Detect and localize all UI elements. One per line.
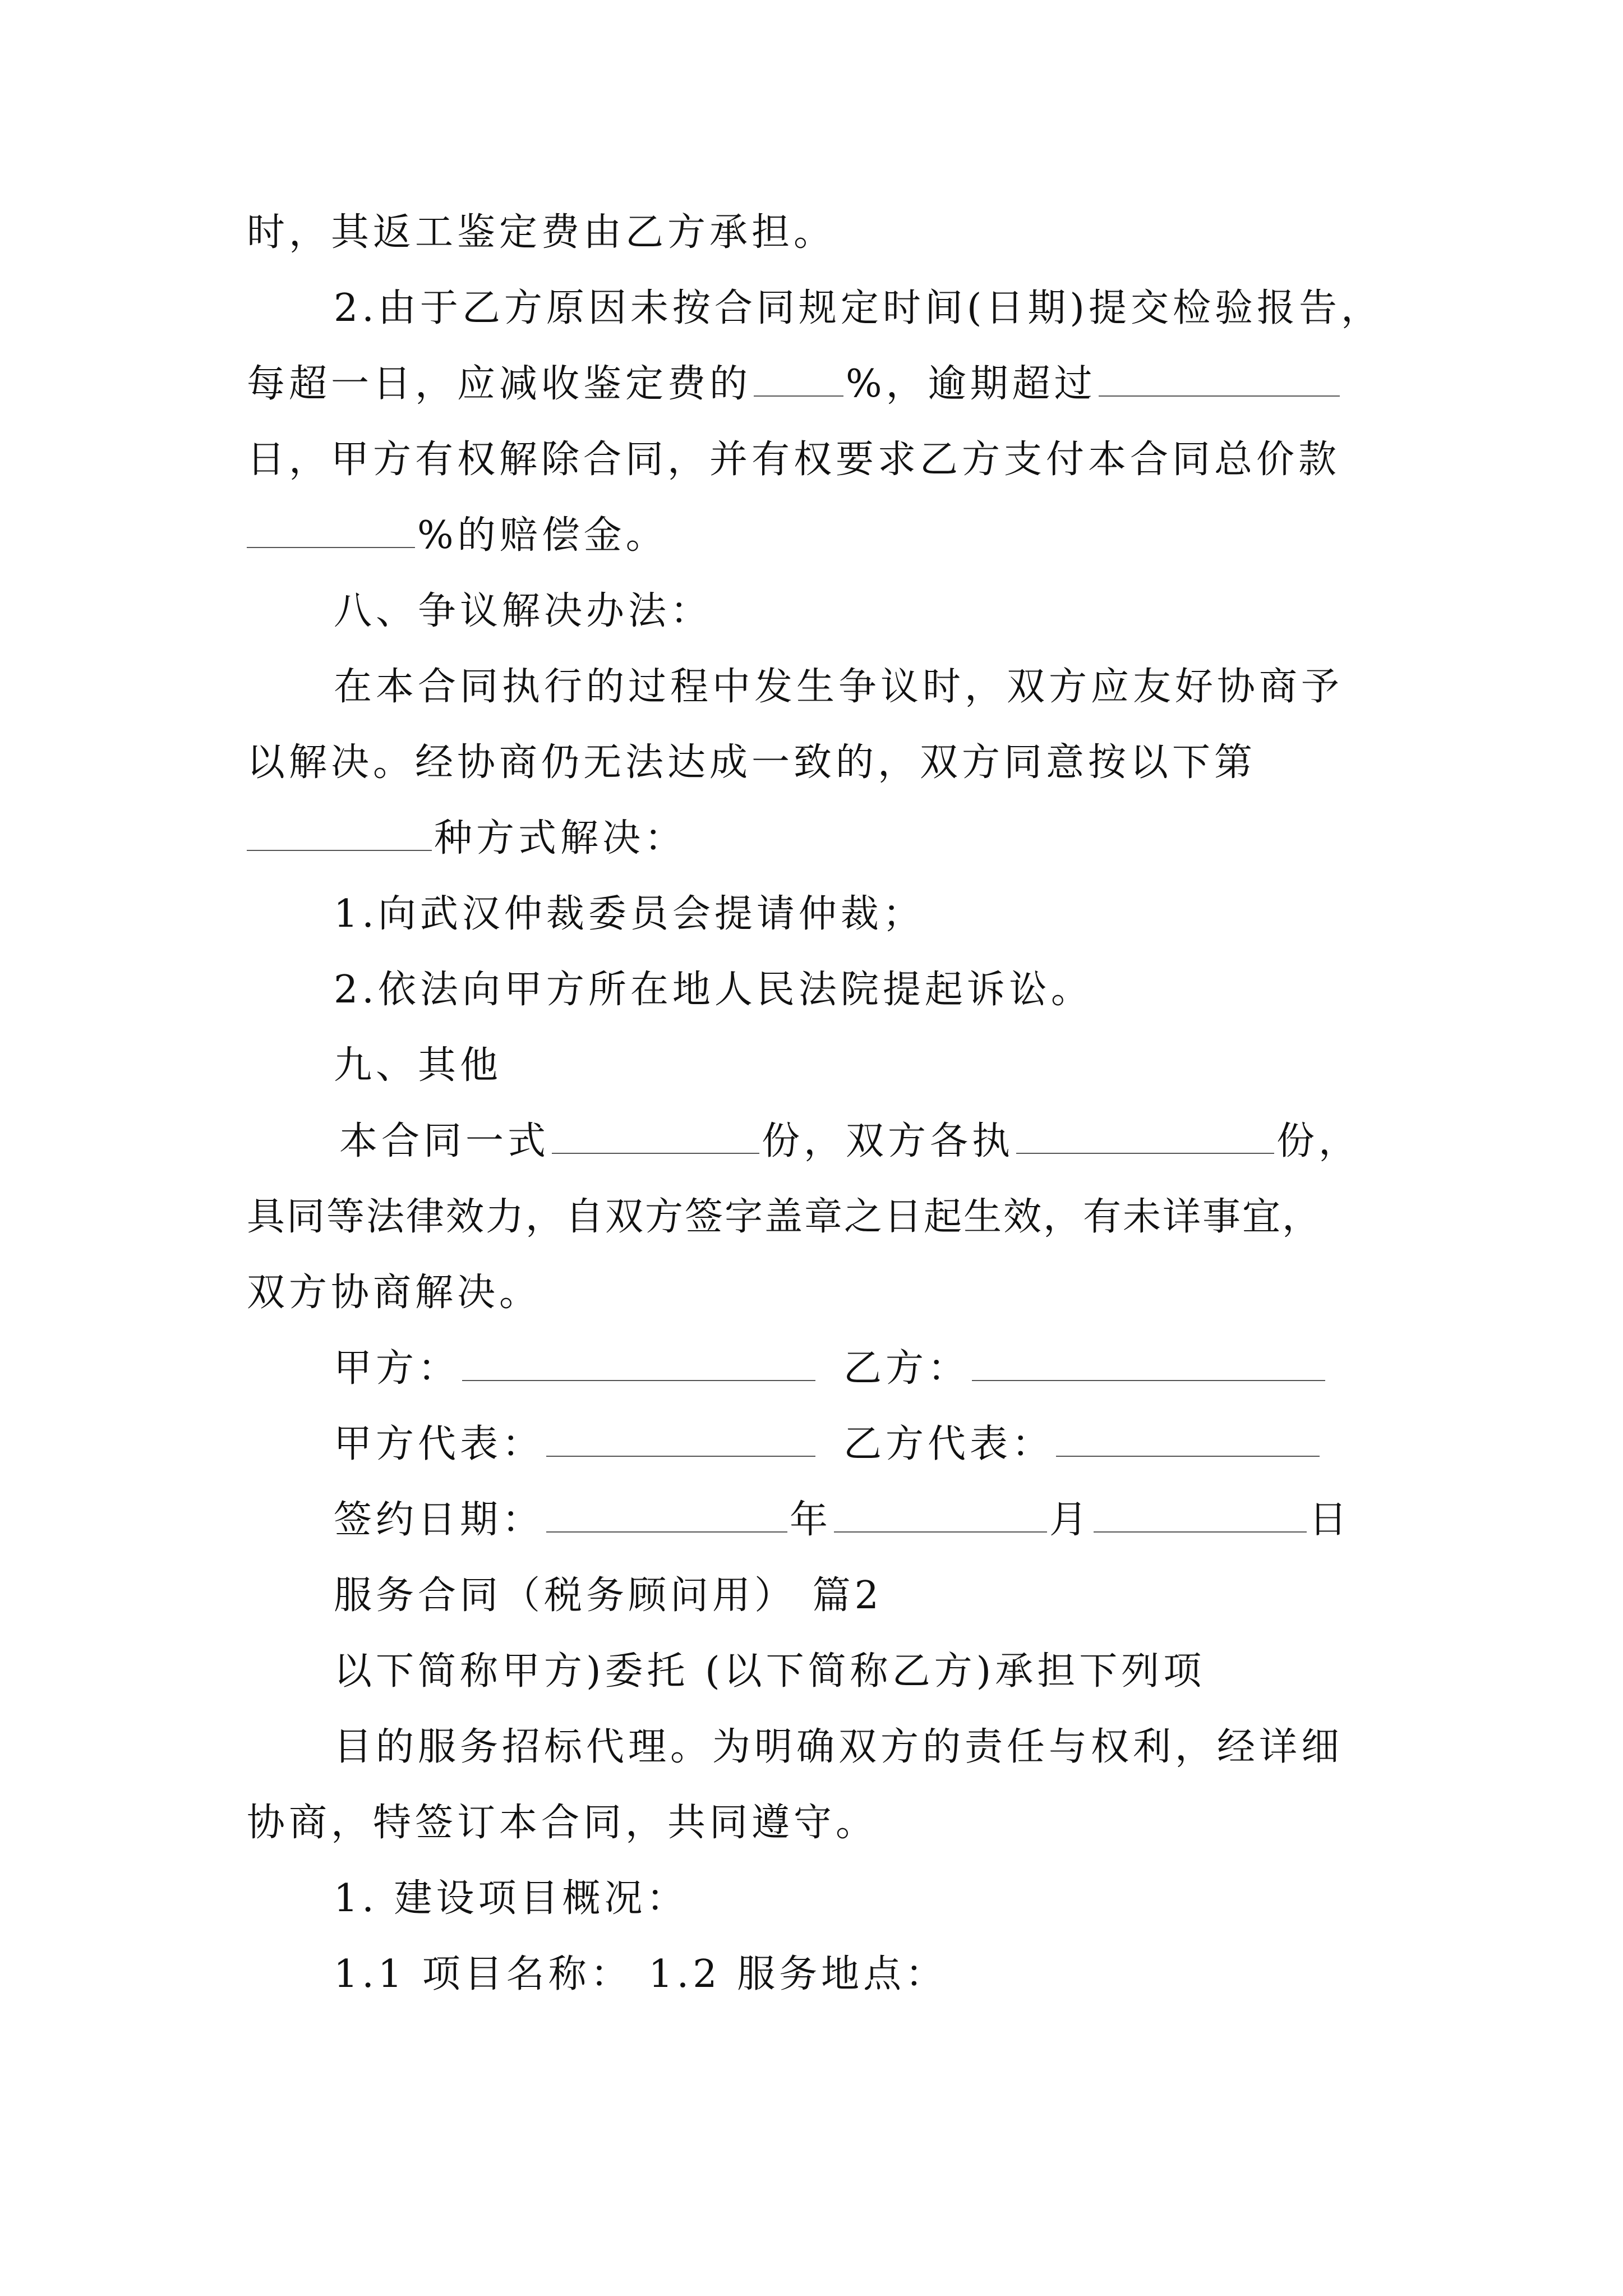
fill-blank bbox=[1016, 1116, 1274, 1154]
line-text: 份，双方各执 bbox=[762, 1119, 1015, 1163]
line-text: 服务合同（税务顾问用） 篇2 bbox=[334, 1573, 883, 1618]
line-text: 双方协商解决。 bbox=[247, 1271, 542, 1315]
line-text: 日，甲方有权解除合同，并有权要求乙方支付本合同总价款 bbox=[247, 438, 1341, 482]
party-b-blank bbox=[972, 1343, 1325, 1381]
text-line bbox=[0, 738, 1623, 788]
line-text: 目的服务招标代理。为明确双方的责任与权利，经详细 bbox=[334, 1725, 1344, 1769]
text-line bbox=[0, 1874, 1623, 1924]
text-line bbox=[0, 1949, 1623, 2000]
line-text: 协商，特签订本合同，共同遵守。 bbox=[247, 1801, 878, 1845]
text-line bbox=[0, 1192, 1623, 1243]
party-a-label: 甲方： bbox=[334, 1346, 460, 1391]
line-text: 1. 建设项目概况： bbox=[334, 1876, 689, 1921]
line-text: 以下简称甲方)委托 (以下简称乙方)承担下列项 bbox=[334, 1649, 1206, 1694]
signing-date-line bbox=[0, 1495, 1623, 1545]
line-text: 八、争议解决办法： bbox=[334, 589, 713, 633]
line-text: 1.1 项目名称： 1.2 服务地点： bbox=[334, 1952, 948, 1996]
fill-blank bbox=[247, 510, 415, 548]
line-text: 在本合同执行的过程中发生争议时，双方应友好协商予 bbox=[334, 665, 1344, 709]
party-b-label: 乙方： bbox=[843, 1346, 970, 1391]
line-text: 份， bbox=[1276, 1119, 1361, 1163]
line-text: 2.依法向甲方所在地人民法院提起诉讼。 bbox=[334, 968, 1093, 1012]
line-text: 九、其他 bbox=[334, 1043, 502, 1088]
text-line bbox=[0, 359, 1623, 409]
section-heading bbox=[0, 1041, 1623, 1091]
text-line bbox=[0, 1116, 1623, 1167]
text-line bbox=[0, 1722, 1623, 1773]
line-text: 以解决。经协商仍无法达成一致的，双方同意按以下第 bbox=[247, 740, 1257, 785]
party-a-rep-label: 甲方代表： bbox=[334, 1422, 545, 1466]
text-line bbox=[0, 435, 1623, 485]
text-line bbox=[0, 965, 1623, 1015]
line-text: 本合同一式 bbox=[339, 1119, 550, 1163]
party-a-rep-blank bbox=[546, 1419, 815, 1457]
signing-date-label: 签约日期： bbox=[334, 1498, 545, 1542]
day-blank bbox=[1094, 1495, 1307, 1533]
fill-blank bbox=[247, 813, 432, 851]
fill-blank bbox=[1099, 359, 1340, 397]
text-line bbox=[0, 510, 1623, 561]
line-text: 种方式解决： bbox=[434, 816, 687, 861]
signature-party-line bbox=[0, 1343, 1623, 1394]
year-blank bbox=[546, 1495, 787, 1533]
party-b-rep-blank bbox=[1056, 1419, 1320, 1457]
month-label: 月 bbox=[1049, 1498, 1092, 1542]
party-b-rep-label: 乙方代表： bbox=[843, 1422, 1054, 1466]
signature-representative-line bbox=[0, 1419, 1623, 1470]
month-blank bbox=[834, 1495, 1047, 1533]
party-a-blank bbox=[462, 1343, 815, 1381]
day-label: 日 bbox=[1309, 1498, 1352, 1542]
section-heading bbox=[0, 586, 1623, 637]
text-line bbox=[0, 208, 1623, 258]
document-section-title bbox=[0, 1571, 1623, 1621]
line-text: 具同等法律效力，自双方签字盖章之日起生效，有未详事宜， bbox=[247, 1195, 1322, 1239]
text-line bbox=[0, 1646, 1623, 1697]
fill-blank bbox=[552, 1116, 759, 1154]
text-line bbox=[0, 813, 1623, 864]
line-text: 2.由于乙方原因未按合同规定时间(日期)提交检验报告， bbox=[334, 286, 1383, 330]
line-text: %，逾期超过 bbox=[846, 362, 1096, 406]
line-text: 每超一日，应减收鉴定费的 bbox=[247, 362, 752, 406]
text-line bbox=[0, 662, 1623, 712]
year-label: 年 bbox=[790, 1498, 832, 1542]
fill-blank bbox=[754, 359, 843, 397]
text-line bbox=[0, 889, 1623, 940]
line-text: 1.向武汉仲裁委员会提请仲裁； bbox=[334, 892, 925, 936]
text-line bbox=[0, 1798, 1623, 1848]
text-line bbox=[0, 283, 1623, 334]
line-text: 时，其返工鉴定费由乙方承担。 bbox=[247, 210, 836, 255]
text-line bbox=[0, 1268, 1623, 1318]
line-text: %的赔偿金。 bbox=[417, 513, 668, 558]
